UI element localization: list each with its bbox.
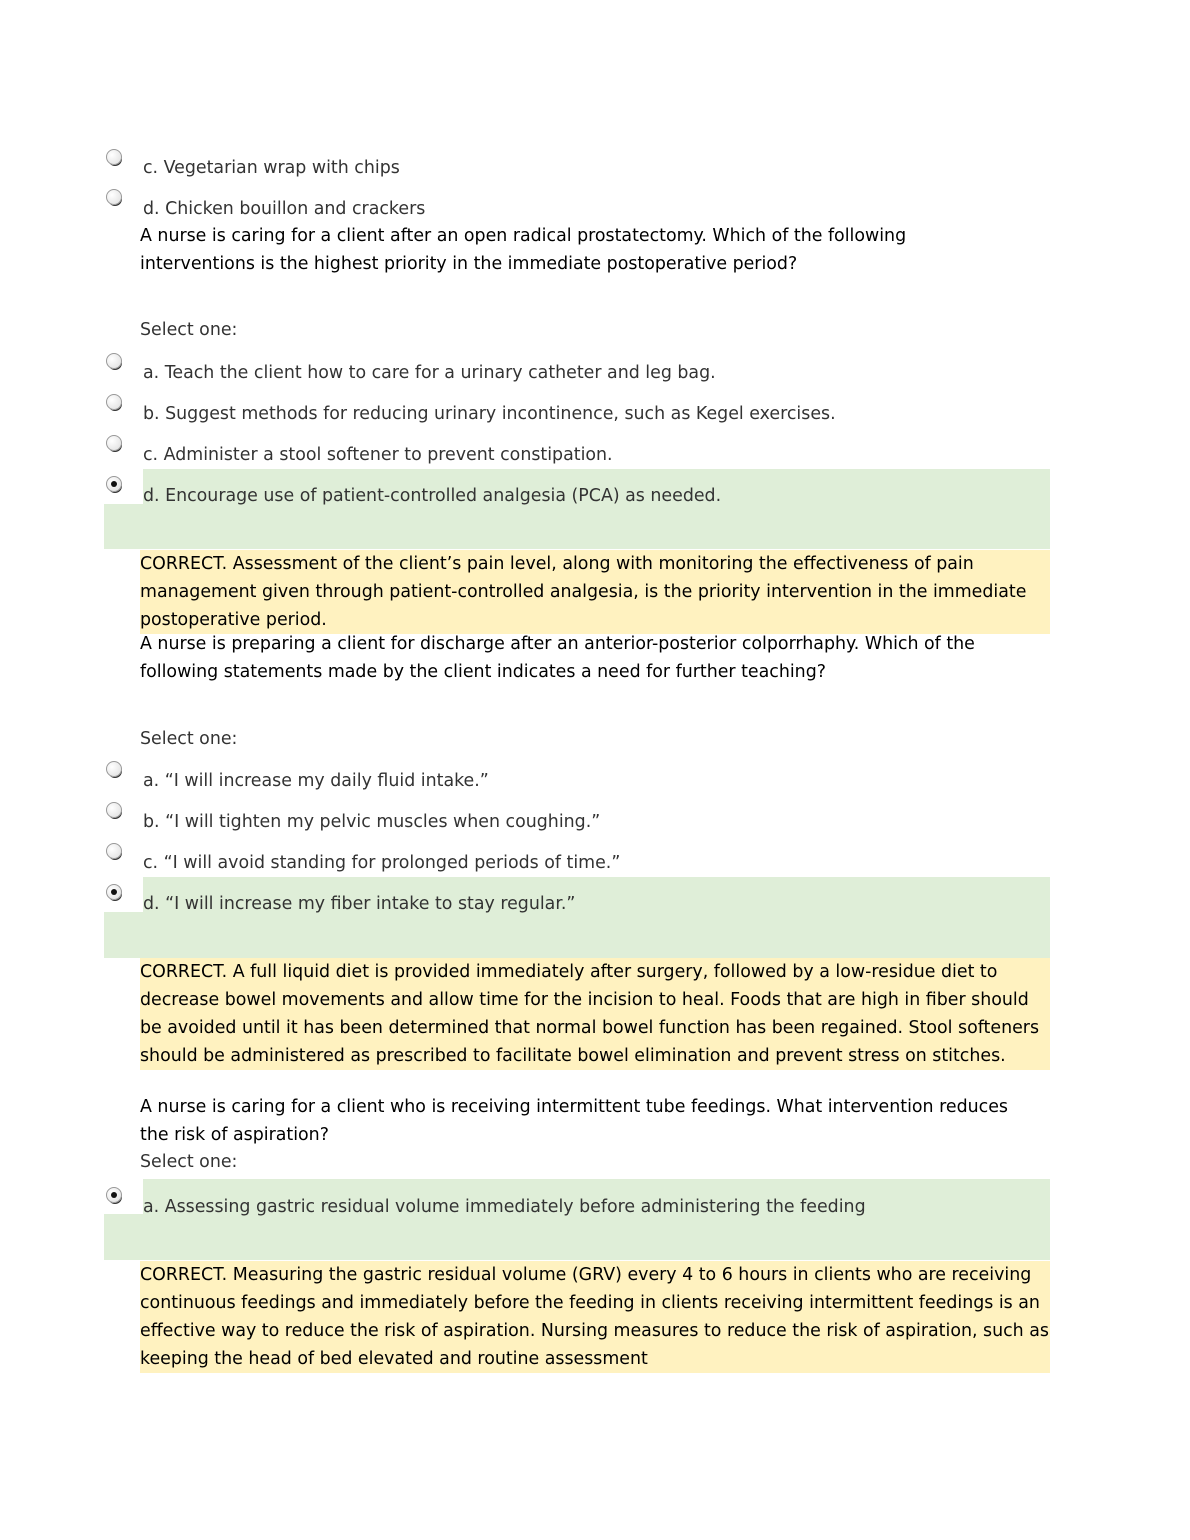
radio-button[interactable] [106,435,122,451]
feedback-text: CORRECT. A full liquid diet is provided immediately after surgery, followed by a low-residue diet to decrease bowel movements and allow time for the incision to heal. Foods that are high in fiber should be avoided until it has been determined that normal bowel function has been regained. Stool softeners should be administered as prescribed to facilitate bowel elimination and prevent stress on stitches. [140,958,1050,1070]
option-label: c. Vegetarian wrap with chips [143,158,400,178]
option-label: c. “I will avoid standing for prolonged periods of time.” [143,853,621,873]
select-one-label: Select one: [140,320,238,340]
option-label: a. Assessing gastric residual volume immediately before administering the feeding [143,1197,866,1217]
radio-button[interactable] [106,843,122,859]
radio-button-selected[interactable] [106,1187,122,1203]
radio-button-selected[interactable] [106,476,122,492]
option-label: a. “I will increase my daily fluid intake.” [143,771,489,791]
option-label: d. Encourage use of patient-controlled analgesia (PCA) as needed. [143,486,722,506]
question-text: A nurse is preparing a client for discharge after an anterior-posterior colporrhaphy. Which of the following statements made by the client indicates a need for further teaching? [140,634,975,682]
radio-button[interactable] [106,802,122,818]
option-label: d. “I will increase my fiber intake to stay regular.” [143,894,576,914]
radio-button[interactable] [106,353,122,369]
feedback-text: CORRECT. Assessment of the client’s pain level, along with monitoring the effectiveness of pain management given through patient-controlled analgesia, is the priority intervention in the immediate postoperative period. [140,550,1050,634]
radio-button[interactable] [106,189,122,205]
option-label: b. Suggest methods for reducing urinary incontinence, such as Kegel exercises. [143,404,836,424]
question-text: A nurse is caring for a client who is receiving intermittent tube feedings. What intervention reduces the risk of aspiration? [140,1097,1008,1145]
selected-answer-highlight [104,912,1050,958]
radio-button[interactable] [106,394,122,410]
option-label: c. Administer a stool softener to prevent constipation. [143,445,613,465]
select-one-label: Select one: [140,729,238,749]
question-text: A nurse is caring for a client after an open radical prostatectomy. Which of the following interventions is the highest priority in the immediate postoperative period? [140,226,907,274]
select-one-label: Select one: [140,1152,238,1172]
option-label: b. “I will tighten my pelvic muscles when coughing.” [143,812,601,832]
radio-button-selected[interactable] [106,884,122,900]
selected-answer-highlight [104,1214,1050,1260]
option-label: a. Teach the client how to care for a urinary catheter and leg bag. [143,363,716,383]
option-label: d. Chicken bouillon and crackers [143,199,426,219]
selected-answer-highlight [104,504,1050,549]
radio-button[interactable] [106,761,122,777]
feedback-text: CORRECT. Measuring the gastric residual volume (GRV) every 4 to 6 hours in clients who are receiving continuous feedings and immediately before the feeding in clients receiving intermittent feedings is an effective way to reduce the risk of aspiration. Nursing measures to reduce the risk of aspiration, such as keeping the head of bed elevated and routine assessment [140,1261,1050,1373]
radio-button[interactable] [106,149,122,165]
